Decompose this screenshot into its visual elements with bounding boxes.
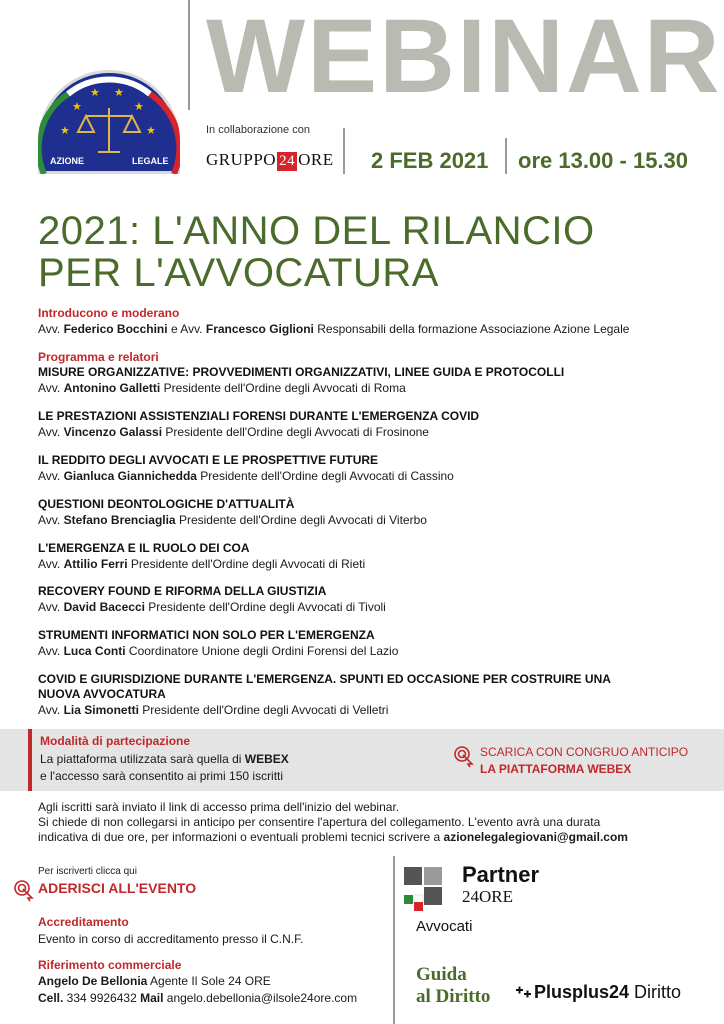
main-title-line1: 2021: L'ANNO DEL RILANCIO [38, 209, 595, 253]
participation-line2: e l'accesso sarà consentito ai primi 150 iscritti [40, 769, 284, 783]
partner-name: Partner [462, 862, 540, 887]
event-time: ore 13.00 - 15.30 [518, 148, 689, 173]
speaker-prefix: Avv. [38, 425, 64, 439]
register-link[interactable]: ADERISCI ALL'EVENTO [38, 880, 197, 896]
contact-name: Angelo De Bellonia [38, 974, 148, 988]
register-hint: Per iscriverti clicca qui [38, 866, 137, 877]
svg-text:★: ★ [72, 101, 82, 113]
speaker-prefix: Avv. [38, 513, 64, 527]
svg-text:★: ★ [146, 125, 156, 137]
collab-label: In collaborazione con [206, 124, 310, 136]
info-line2: Si chiede di non collegarsi in anticipo per consentire l'apertura del collegamento. L'evento avrà una durata [38, 815, 601, 829]
speaker-role: Presidente dell'Ordine degli Avvocati di Cassino [196, 469, 454, 483]
speaker-role: Presidente dell'Ordine degli Avvocati di Rieti [127, 557, 366, 571]
intro-mid: e Avv. [167, 322, 206, 336]
program-topic: MISURE ORGANIZZATIVE: PROVVEDIMENTI ORGANIZZATIVI, LINEE GUIDA E PROTOCOLLI [38, 365, 565, 379]
plusplus-bold: Plusplus24 [534, 982, 630, 1002]
partner24ore-logo-mark [404, 867, 458, 911]
speaker-role: Presidente dell'Ordine degli Avvocati di Velletri [138, 703, 389, 717]
plusplus24-diritto-logo [534, 982, 681, 1003]
speaker-name: Antonino Galletti [63, 381, 161, 395]
speaker-name: Stefano Brenciaglia [63, 513, 176, 527]
main-title [38, 210, 595, 294]
speaker-role: Presidente dell'Ordine degli Avvocati di Roma [160, 381, 406, 395]
intro-line [38, 322, 629, 336]
top-divider [188, 0, 190, 110]
program-speaker [38, 381, 406, 395]
speaker-prefix: Avv. [38, 557, 64, 571]
participation-band [0, 729, 724, 791]
speaker-prefix: Avv. [38, 381, 64, 395]
accreditation-text: Evento in corso di accreditamento presso il C.N.F. [38, 932, 304, 946]
commercial-phone-mail [38, 991, 357, 1005]
program-speaker [38, 469, 454, 483]
svg-text:★: ★ [114, 87, 124, 99]
participation-line1 [40, 752, 289, 766]
intro-prefix: Avv. [38, 322, 64, 336]
speaker-name: Attilio Ferri [63, 557, 128, 571]
event-date: 2 FEB 2021 [371, 148, 489, 173]
speaker-name: David Bacecci [63, 600, 145, 614]
intro-label: Introducono e moderano [38, 306, 180, 320]
logo-text-right: LEGALE [132, 156, 169, 166]
speaker-role: Coordinatore Unione degli Ordini Forensi del Lazio [125, 644, 399, 658]
program-speaker [38, 644, 398, 658]
program-speaker [38, 557, 365, 571]
participation-title: Modalità di partecipazione [40, 734, 191, 748]
webinar-heading: WEBINAR [206, 0, 722, 115]
click-hand-icon [12, 878, 36, 902]
speaker-role: Presidente dell'Ordine degli Avvocati di Frosinone [162, 425, 429, 439]
speaker-prefix: Avv. [38, 703, 64, 717]
program-speaker [38, 425, 429, 439]
info-line3 [38, 830, 628, 844]
speaker-prefix: Avv. [38, 644, 64, 658]
program-topic: RECOVERY FOUND E RIFORMA DELLA GIUSTIZIA [38, 584, 327, 598]
speaker-name: Luca Conti [63, 644, 126, 658]
participation-webex: WEBEX [244, 752, 289, 766]
program-topic: QUESTIONI DEONTOLOGICHE D'ATTUALITÀ [38, 497, 295, 511]
date-divider-left [343, 128, 345, 174]
program-topic: L'EMERGENZA E IL RUOLO DEI COA [38, 541, 250, 555]
click-hand-icon [452, 744, 476, 768]
guida-line1: Guida [416, 964, 467, 985]
gruppo-left: GRUPPO [206, 150, 277, 169]
program-topic-last-line2: NUOVA AVVOCATURA [38, 687, 166, 701]
intro-name1: Federico Bocchini [63, 322, 168, 336]
speaker-name: Vincenzo Galassi [63, 425, 163, 439]
band-accent [28, 729, 32, 791]
program-speaker [38, 600, 386, 614]
gruppo-right: ORE [298, 150, 334, 169]
mail-address[interactable]: angelo.debellonia@ilsole24ore.com [163, 991, 358, 1005]
commercial-contact [38, 974, 271, 988]
gruppo24ore-logo [206, 150, 334, 171]
commercial-label: Riferimento commerciale [38, 958, 182, 972]
main-title-line2: PER L'AVVOCATURA [38, 251, 439, 295]
program-topic-last-line1: COVID E GIURISDIZIONE DURANTE L'EMERGENZA. SPUNTI ED OCCASIONE PER COSTRUIRE UNA [38, 672, 611, 686]
accreditation-label: Accreditamento [38, 915, 129, 929]
speaker-name: Gianluca Giannichedda [63, 469, 197, 483]
svg-text:★: ★ [90, 87, 100, 99]
program-speaker [38, 513, 427, 527]
svg-text:★: ★ [134, 101, 144, 113]
intro-name2: Francesco Giglioni [205, 322, 314, 336]
gruppo-box: 24 [279, 153, 296, 169]
program-topic: LE PRESTAZIONI ASSISTENZIALI FORENSI DURANTE L'EMERGENZA COVID [38, 409, 480, 423]
footer-divider [393, 856, 395, 1024]
partner-24ore: 24ORE [462, 887, 513, 906]
date-divider-right [505, 138, 507, 174]
guida-line2: al Diritto [416, 986, 491, 1007]
program-label: Programma e relatori [38, 350, 159, 364]
download-webex-link[interactable]: SCARICA CON CONGRUO ANTICIPO [480, 745, 689, 759]
info-line1: Agli iscritti sarà inviato il link di accesso prima dell'inizio del webinar. [38, 800, 400, 814]
azione-legale-logo [38, 70, 180, 174]
speaker-prefix: Avv. [38, 600, 64, 614]
speaker-prefix: Avv. [38, 469, 64, 483]
cell-label: Cell. [38, 991, 64, 1005]
participation-line1-text: La piattaforma utilizzata sarà quella di [40, 752, 245, 766]
mail-label: Mail [140, 991, 164, 1005]
scales-icon [78, 108, 140, 152]
speaker-role: Presidente dell'Ordine degli Avvocati di Viterbo [175, 513, 427, 527]
info-line3-text: indicativa di due ore, per informazioni o eventuali problemi tecnici scrivere a [38, 830, 444, 844]
svg-text:★: ★ [60, 125, 70, 137]
cell-number[interactable]: 334 9926432 [63, 991, 141, 1005]
program-topic: IL REDDITO DEGLI AVVOCATI E LE PROSPETTIVE FUTURE [38, 453, 379, 467]
info-email[interactable]: azionelegalegiovani@gmail.com [443, 830, 628, 844]
program-topic: STRUMENTI INFORMATICI NON SOLO PER L'EMERGENZA [38, 628, 375, 642]
contact-role: Agente Il Sole 24 ORE [147, 974, 271, 988]
plusplus-icon [516, 984, 532, 1000]
plusplus-rest: Diritto [629, 982, 682, 1002]
guida-al-diritto-logo [416, 964, 490, 1008]
speaker-name: Lia Simonetti [63, 703, 139, 717]
intro-role: Responsabili della formazione Associazione Azione Legale [313, 322, 630, 336]
logo-text-left: AZIONE [50, 156, 85, 166]
speaker-role: Presidente dell'Ordine degli Avvocati di Tivoli [144, 600, 386, 614]
partner-avvocati: Avvocati [416, 918, 473, 935]
program-speaker [38, 703, 388, 717]
download-webex-link-bold[interactable]: LA PIATTAFORMA WEBEX [480, 762, 632, 776]
